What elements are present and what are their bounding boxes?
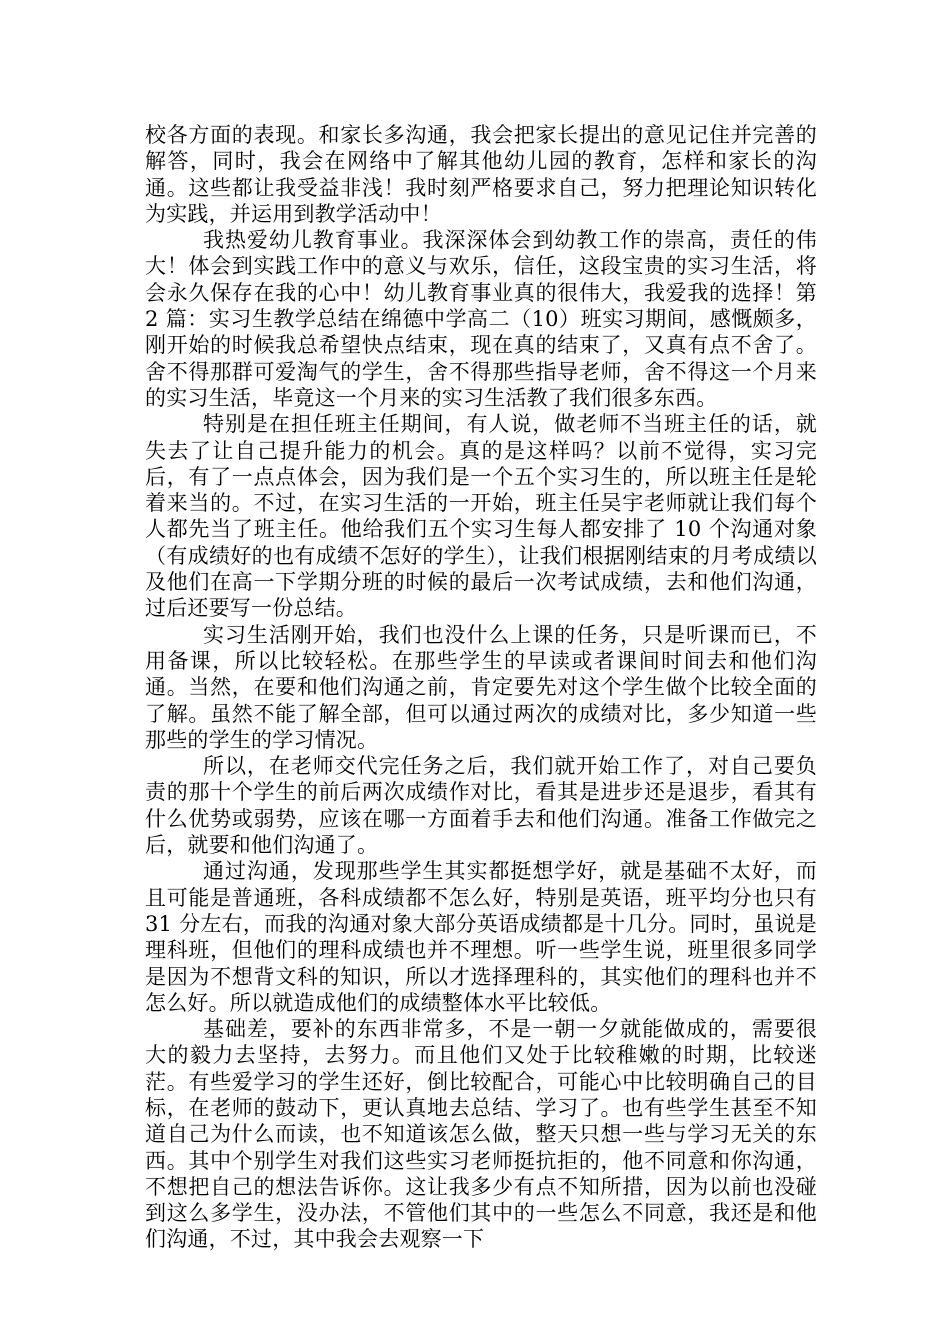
paragraph-2: 我热爱幼儿教育事业。我深深体会到幼教工作的崇高，责任的伟大！体会到实践工作中的意义与欢乐，信任，这段宝贵的实习生活，将会永久保存在我的心中！幼儿教育事业真的很伟大，我爱我的选择！第 2 篇：实习生教学总结在绵德中学高二（10）班实习期间，感慨颇多，刚开始的时候我总希望快点结束，现在真的结束了，又真有点不舍了。舍不得那群可爱淘气的学生，舍不得那些指导老师，舍不得这一个月来的实习生活，毕竟这一个月来的实习生活教了我们很多东西。 [145,228,817,410]
paragraph-4: 实习生活刚开始，我们也没什么上课的任务，只是听课而已，不用备课，所以比较轻松。在那些学生的早读或者课间时间去和他们沟通。当然，在要和他们沟通之前，肯定要先对这个学生做个比较全面的了解。虽然不能了解全部，但可以通过两次的成绩对比，多少知道一些那些的学生的学习情况。 [145,622,817,752]
paragraph-1: 校各方面的表现。和家长多沟通，我会把家长提出的意见记住并完善的解答，同时，我会在网络中了解其他幼儿园的教育，怎样和家长的沟通。这些都让我受益非浅！我时刻严格要求自己，努力把理论知识转化为实践，并运用到教学活动中！ [145,123,817,226]
document-body [145,122,817,1253]
paragraph-3: 特别是在担任班主任期间，有人说，做老师不当班主任的话，就失去了让自己提升能力的机会。真的是这样吗？以前不觉得，实习完后，有了一点点体会，因为我们是一个五个实习生的，所以班主任是轮着来当的。不过，在实习生活的一开始，班主任吴宇老师就让我们每个人都先当了班主任。他给我们五个实习生每人都安排了 10 个沟通对象（有成绩好的也有成绩不怎好的学生），让我们根据刚结束的月考成绩以及他们在高一下学期分班的时候的最后一次考试成绩，去和他们沟通，过后还要写一份总结。 [145,412,817,621]
paragraph-6: 通过沟通，发现那些学生其实都挺想学好，就是基础不太好，而且可能是普通班，各科成绩都不怎么好，特别是英语，班平均分也只有 31 分左右，而我的沟通对象大部分英语成绩都是十几分。同时，虽说是理科班，但他们的理科成绩也并不理想。听一些学生说，班里很多同学是因为不想背文科的知识，所以才选择理科的，其实他们的理科也并不怎么好。所以就造成他们的成绩整体水平比较低。 [145,859,817,1015]
paragraph-5: 所以，在老师交代完任务之后，我们就开始工作了，对自己要负责的那十个学生的前后两次成绩作对比，看其是进步还是退步，看其有什么优势或弱势，应该在哪一方面着手去和他们沟通。准备工作做完之后，就要和他们沟通了。 [145,754,817,858]
paragraph-7: 基础差，要补的东西非常多，不是一朝一夕就能做成的，需要很大的毅力去坚持，去努力。而且他们又处于比较稚嫩的时期，比较迷茫。有些爱学习的学生还好，倒比较配合，可能心中比较明确自己的目标，在老师的鼓动下，更认真地去总结、学习了。也有些学生甚至不知道自己为什么而读，也不知道该怎么做，整天只想一些与学习无关的东西。其中个别学生对我们这些实习老师挺抗拒的，他不同意和你沟通，不想把自己的想法告诉你。这让我多少有点不知所措，因为以前也没碰到这么多学生，没办法，不管他们其中的一些怎么不同意，我还是和他们沟通，不过，其中我会去观察一下 [145,1017,817,1252]
